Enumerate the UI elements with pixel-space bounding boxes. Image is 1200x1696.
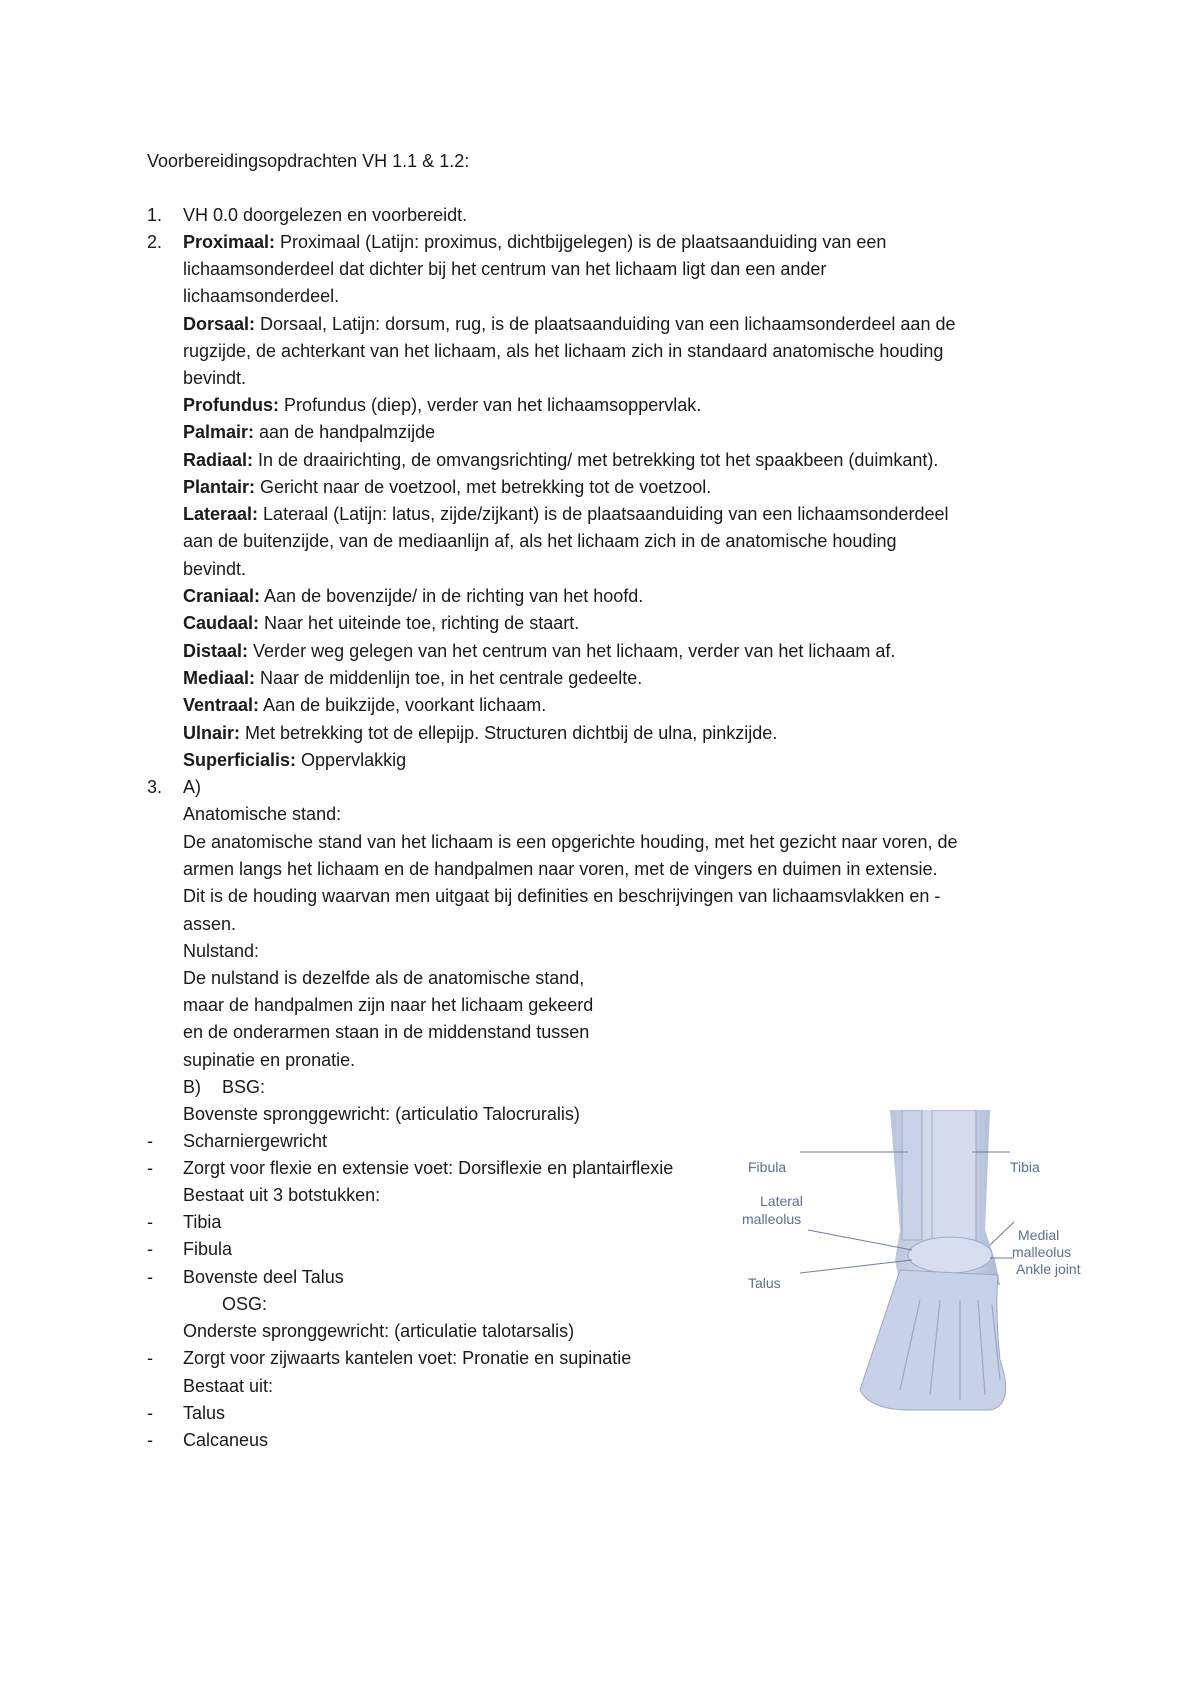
def-profundus <box>183 394 701 416</box>
def-palmair <box>183 421 435 443</box>
def-superficialis <box>183 749 406 771</box>
def-lateraal-line-3: bevindt. <box>183 559 247 579</box>
def-dorsaal-line-1: Dorsaal, Latijn: dorsum, rug, is de plaatsaanduiding van een lichaamsonderdeel aan de <box>255 314 956 334</box>
def-plantair-text: Gericht naar de voetzool, met betrekking tot de voetzool. <box>255 477 712 497</box>
def-lateraal-line-1: Lateraal (Latijn: latus, zijde/zijkant) is de plaatsaanduiding van een lichaamsonderdeel <box>258 504 949 524</box>
bullet-dash: - <box>147 1267 153 1287</box>
figure-label-lateral: Lateral <box>760 1193 803 1209</box>
def-caudaal-text: Naar het uiteinde toe, richting de staart. <box>259 613 580 633</box>
term-mediaal: Mediaal: <box>183 668 256 688</box>
figure-label-lateral-malleolus: malleolus <box>742 1211 802 1227</box>
bsg-bone-2: Fibula <box>183 1239 233 1259</box>
def-proximaal-line-1: Proximaal (Latijn: proximus, dichtbijgelegen) is de plaatsaanduiding van een <box>275 232 887 252</box>
def-radiaal-text: In de draairichting, de omvangsrichting/ met betrekking tot het spaakbeen (duimkant). <box>253 450 939 470</box>
list-number-1: 1. <box>147 205 163 225</box>
figure-label-fibula: Fibula <box>748 1159 787 1175</box>
subitem-b-label: B) <box>183 1077 201 1097</box>
nulstand-heading: Nulstand: <box>183 941 260 961</box>
def-ventraal <box>183 694 546 716</box>
def-lateraal <box>183 503 948 525</box>
anatomische-line-4: assen. <box>183 914 237 934</box>
def-ulnair <box>183 722 777 744</box>
bsg-bullet-1: Scharniergewricht <box>183 1131 328 1151</box>
term-radiaal: Radiaal: <box>183 450 254 470</box>
term-palmair: Palmair: <box>183 422 255 442</box>
anatomische-stand-heading: Anatomische stand: <box>183 804 342 824</box>
bsg-full-name: Bovenste spronggewricht: (articulatio Talocruralis) <box>183 1104 580 1124</box>
nulstand-line-4: supinatie en pronatie. <box>183 1050 356 1070</box>
def-radiaal <box>183 449 938 471</box>
osg-bone-2: Calcaneus <box>183 1430 269 1450</box>
fibula-bone <box>902 1110 922 1240</box>
tibia-bone <box>932 1110 976 1240</box>
def-proximaal <box>183 231 886 253</box>
def-superficialis-text: Oppervlakkig <box>296 750 407 770</box>
osg-label: OSG: <box>222 1294 268 1314</box>
term-superficialis: Superficialis: <box>183 750 297 770</box>
def-proximaal-line-2: lichaamsonderdeel dat dichter bij het centrum van het lichaam ligt dan een ander <box>183 259 827 279</box>
term-dorsaal: Dorsaal: <box>183 314 256 334</box>
anatomische-line-2: armen langs het lichaam en de handpalmen naar voren, met de vingers en duimen in extensie. <box>183 859 938 879</box>
def-craniaal-text: Aan de bovenzijde/ in de richting van het hoofd. <box>260 586 644 606</box>
term-plantair: Plantair: <box>183 477 256 497</box>
bsg-bone-1: Tibia <box>183 1212 222 1232</box>
bsg-bone-3: Bovenste deel Talus <box>183 1267 344 1287</box>
term-distaal: Distaal: <box>183 641 249 661</box>
def-plantair <box>183 476 711 498</box>
bullet-dash: - <box>147 1348 153 1368</box>
bullet-dash: - <box>147 1239 153 1259</box>
def-caudaal <box>183 612 579 634</box>
def-proximaal-line-3: lichaamsonderdeel. <box>183 286 340 306</box>
bsg-bestaat-uit: Bestaat uit 3 botstukken: <box>183 1185 381 1205</box>
term-ventraal: Ventraal: <box>183 695 260 715</box>
figure-label-tibia: Tibia <box>1010 1159 1040 1175</box>
anatomische-line-1: De anatomische stand van het lichaam is een opgerichte houding, met het gezicht naar voren, de <box>183 832 958 852</box>
bullet-dash: - <box>147 1131 153 1151</box>
osg-bestaat-uit: Bestaat uit: <box>183 1376 274 1396</box>
nulstand-line-1: De nulstand is dezelfde als de anatomische stand, <box>183 968 585 988</box>
bullet-dash: - <box>147 1212 153 1232</box>
term-caudaal: Caudaal: <box>183 613 260 633</box>
osg-full-name: Onderste spronggewricht: (articulatie talotarsalis) <box>183 1321 575 1341</box>
subitem-a-label: A) <box>183 777 201 797</box>
term-proximaal: Proximaal: <box>183 232 276 252</box>
def-distaal-text: Verder weg gelegen van het centrum van het lichaam, verder van het lichaam af. <box>248 641 896 661</box>
list-number-2: 2. <box>147 232 163 252</box>
def-profundus-text: Profundus (diep), verder van het lichaamsoppervlak. <box>279 395 702 415</box>
nulstand-line-3: en de onderarmen staan in de middenstand tussen <box>183 1022 590 1042</box>
osg-bone-1: Talus <box>183 1403 226 1423</box>
talus-bone <box>908 1237 992 1273</box>
term-lateraal: Lateraal: <box>183 504 259 524</box>
def-dorsaal-line-2: rugzijde, de achterkant van het lichaam, als het lichaam zich in standaard anatomische houding <box>183 341 944 361</box>
def-dorsaal-line-3: bevindt. <box>183 368 247 388</box>
def-distaal <box>183 640 895 662</box>
bullet-dash: - <box>147 1403 153 1423</box>
document-title: Voorbereidingsopdrachten VH 1.1 & 1.2: <box>147 151 470 171</box>
bsg-label: BSG: <box>222 1077 266 1097</box>
foot-shape <box>860 1270 1006 1410</box>
def-mediaal-text: Naar de middenlijn toe, in het centrale gedeelte. <box>255 668 643 688</box>
figure-label-ankle-joint: Ankle joint <box>1016 1261 1081 1277</box>
nulstand-line-2: maar de handpalmen zijn naar het lichaam gekeerd <box>183 995 594 1015</box>
figure-label-talus: Talus <box>748 1275 781 1291</box>
bsg-bullet-2: Zorgt voor flexie en extensie voet: Dorsiflexie en plantairflexie <box>183 1158 674 1178</box>
def-ulnair-text: Met betrekking tot de ellepijp. Structuren dichtbij de ulna, pinkzijde. <box>240 723 778 743</box>
def-palmair-text: aan de handpalmzijde <box>254 422 436 442</box>
bullet-dash: - <box>147 1158 153 1178</box>
osg-bullet-1: Zorgt voor zijwaarts kantelen voet: Pronatie en supinatie <box>183 1348 632 1368</box>
figure-label-medial: Medial <box>1018 1227 1060 1243</box>
bullet-dash: - <box>147 1430 153 1450</box>
def-dorsaal <box>183 313 955 335</box>
def-craniaal <box>183 585 643 607</box>
def-mediaal <box>183 667 642 689</box>
term-craniaal: Craniaal: <box>183 586 261 606</box>
figure-label-medial-malleolus: malleolus <box>1012 1244 1072 1260</box>
def-ventraal-text: Aan de buikzijde, voorkant lichaam. <box>259 695 547 715</box>
list-number-3: 3. <box>147 777 163 797</box>
term-ulnair: Ulnair: <box>183 723 241 743</box>
term-profundus: Profundus: <box>183 395 279 415</box>
anatomische-line-3: Dit is de houding waarvan men uitgaat bij definities en beschrijvingen van lichaamsvlakken en - <box>183 886 941 906</box>
item-1-text: VH 0.0 doorgelezen en voorbereidt. <box>183 205 468 225</box>
def-lateraal-line-2: aan de buitenzijde, van de mediaanlijn af, als het lichaam zich in de anatomische houding <box>183 531 897 551</box>
